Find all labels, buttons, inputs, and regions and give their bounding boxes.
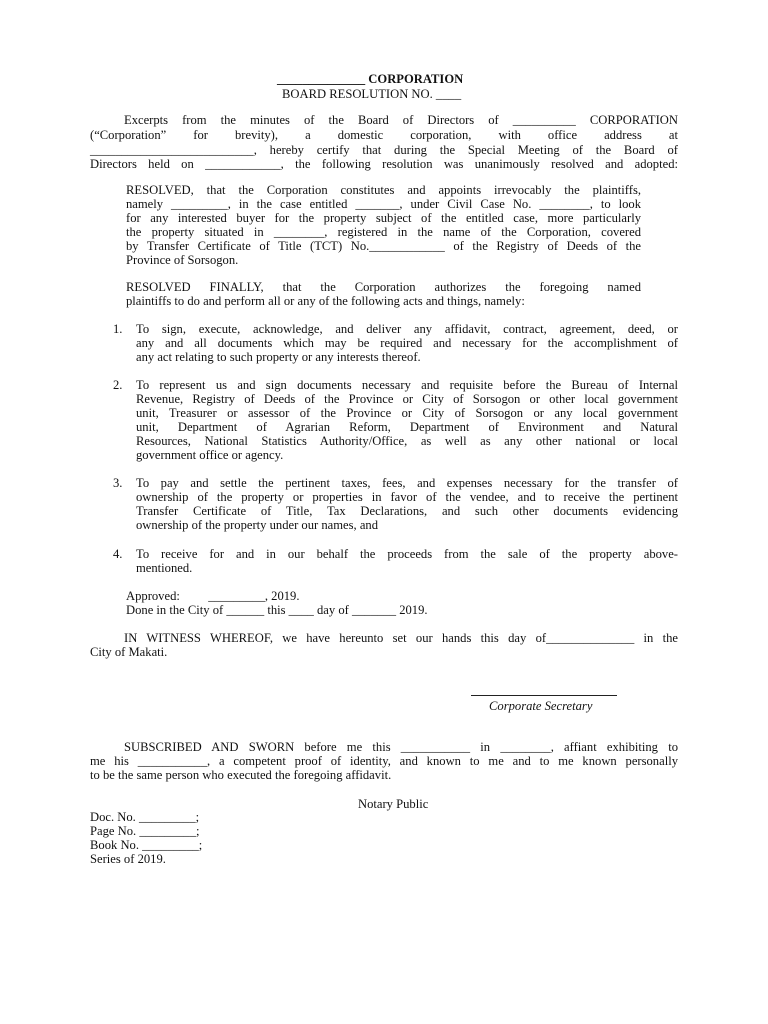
intro-line-4: Directors held on ____________, the following resolution was unanimously resolved and adopted: bbox=[90, 157, 678, 171]
series-year: Series of 2019. bbox=[90, 852, 166, 866]
doc-number: Doc. No. _________; bbox=[90, 810, 200, 824]
list-item-line: government office or agency. bbox=[136, 448, 284, 462]
book-number: Book No. _________; bbox=[90, 838, 203, 852]
witness-line-1: IN WITNESS WHEREOF, we have hereunto set our hands this day of______________ in the bbox=[124, 631, 678, 645]
intro-line-1: Excerpts from the minutes of the Board of Directors of __________ CORPORATION bbox=[124, 113, 678, 127]
list-item-line: unit, Department of Agrarian Reform, Department of Environment and Natural bbox=[136, 420, 678, 434]
list-item-line: Transfer Certificate of Title, Tax Declarations, and such other documents evidencing bbox=[136, 504, 678, 518]
intro-line-3: __________________________, hereby certify that during the Special Meeting of the Board of bbox=[90, 143, 678, 157]
document-title: ______________ CORPORATION bbox=[277, 72, 464, 86]
list-item-line: any act relating to such property or any interests thereof. bbox=[136, 350, 421, 364]
witness-line-2: City of Makati. bbox=[90, 645, 168, 659]
page-number: Page No. _________; bbox=[90, 824, 200, 838]
list-item-line: mentioned. bbox=[136, 561, 193, 575]
list-item-line: any and all documents which may be required and necessary for the accomplishment of bbox=[136, 336, 678, 350]
subscribed-line-2: me his ___________, a competent proof of identity, and known to me and to me known personally bbox=[90, 754, 678, 768]
list-item-line: Resources, National Statistics Authority/Office, as well as any other national or local bbox=[136, 434, 678, 448]
list-item-line: unit, Treasurer or assessor of the Province or City of Sorsogon or any local government bbox=[136, 406, 678, 420]
resolved-line-4: the property situated in ________, registered in the name of the Corporation, covered bbox=[126, 225, 641, 239]
resolved-line-1: RESOLVED, that the Corporation constitutes and appoints irrevocably the plaintiffs, bbox=[126, 183, 641, 197]
list-item-line: To represent us and sign documents necessary and requisite before the Bureau of Internal bbox=[136, 378, 678, 392]
list-item-line: To sign, execute, acknowledge, and deliver any affidavit, contract, agreement, deed, or bbox=[136, 322, 678, 336]
list-item-line: To pay and settle the pertinent taxes, fees, and expenses necessary for the transfer of bbox=[136, 476, 678, 490]
resolved-finally-line-2: plaintiffs to do and perform all or any of the following acts and things, namely: bbox=[126, 294, 525, 308]
list-item-line: ownership of the property or properties in favor of the vendee, and to receive the pertinent bbox=[136, 490, 678, 504]
subscribed-line-3: to be the same person who executed the foregoing affidavit. bbox=[90, 768, 392, 782]
resolution-number: BOARD RESOLUTION NO. ____ bbox=[282, 87, 462, 101]
list-item-number: 4. bbox=[113, 547, 123, 561]
list-item-number: 2. bbox=[113, 378, 123, 392]
list-item-line: Revenue, Registry of Deeds of the Province or City of Sorsogon or other local government bbox=[136, 392, 678, 406]
resolved-line-2: namely _________, in the case entitled _______, under Civil Case No. ________, to look bbox=[126, 197, 641, 211]
resolved-line-3: for any interested buyer for the property subject of the entitled case, more particularly bbox=[126, 211, 641, 225]
resolved-finally-line-1: RESOLVED FINALLY, that the Corporation authorizes the foregoing named bbox=[126, 280, 641, 294]
corporate-secretary-label: Corporate Secretary bbox=[489, 699, 593, 713]
signature-line bbox=[471, 695, 617, 696]
list-item-line: To receive for and in our behalf the proceeds from the sale of the property above- bbox=[136, 547, 678, 561]
approved-line: Approved: _________, 2019. bbox=[126, 589, 300, 603]
resolved-line-5: by Transfer Certificate of Title (TCT) No.____________ of the Registry of Deeds of the bbox=[126, 239, 641, 253]
list-item-number: 3. bbox=[113, 476, 123, 490]
resolved-line-6: Province of Sorsogon. bbox=[126, 253, 239, 267]
list-item-line: ownership of the property under our names, and bbox=[136, 518, 379, 532]
list-item-number: 1. bbox=[113, 322, 123, 336]
intro-line-2: (“Corporation” for brevity), a domestic corporation, with office address at bbox=[90, 128, 678, 142]
notary-public-label: Notary Public bbox=[358, 797, 429, 811]
subscribed-line-1: SUBSCRIBED AND SWORN before me this ___________ in ________, affiant exhibiting to bbox=[124, 740, 678, 754]
done-in-city-line: Done in the City of ______ this ____ day of _______ 2019. bbox=[126, 603, 428, 617]
